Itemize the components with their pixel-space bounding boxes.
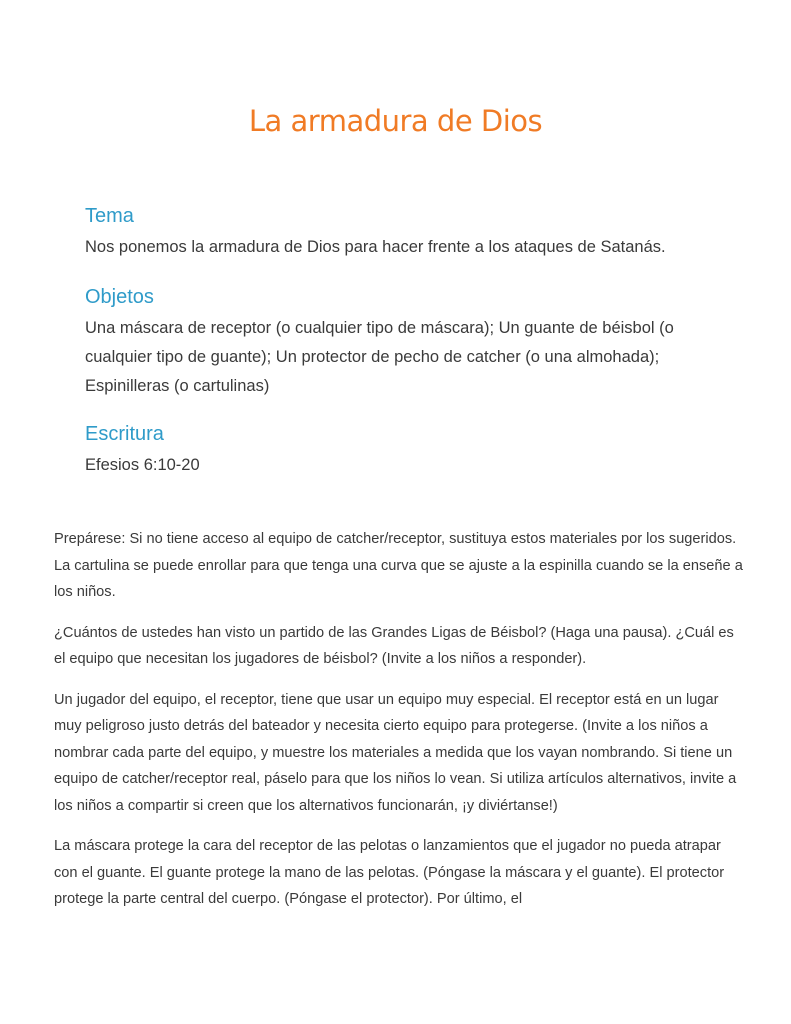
escritura-text: Efesios 6:10-20: [85, 456, 200, 474]
tema-heading: Tema: [85, 205, 134, 227]
section-objetos: [85, 284, 735, 401]
tema-text: Nos ponemos la armadura de Dios para hacer frente a los ataques de Satanás.: [85, 238, 666, 256]
objetos-text: Una máscara de receptor (o cualquier tipo de máscara); Un guante de béisbol (o cualquier tipo de guante); Un protector de pecho de catcher (o una almohada); Espinilleras (o cartulinas): [85, 319, 674, 395]
objetos-heading: Objetos: [85, 286, 154, 308]
section-escritura: [85, 421, 735, 480]
escritura-heading: Escritura: [85, 423, 164, 445]
body-text: [54, 526, 744, 927]
page-title: La armadura de Dios: [248, 104, 543, 138]
paragraph-mascara: La máscara protege la cara del receptor de las pelotas o lanzamientos que el jugador no pueda atrapar con el guante. El guante protege la mano de las pelotas. (Póngase la máscara y el guante). El protector protege la parte central del cuerpo. (Póngase el protector). Por último, el: [54, 838, 725, 907]
paragraph-receptor: Un jugador del equipo, el receptor, tiene que usar un equipo muy especial. El receptor está en un lugar muy peligroso justo detrás del bateador y necesita cierto equipo para protegerse. (Invite a los niños a nombrar cada parte del equipo, y muestre los materiales a medida que los vayan nombrando. Si tiene un equipo de catcher/receptor real, páselo para que los niños lo vean. Si utiliza artículos alternativos, invite a los niños a compartir si creen que los alternativos funcionarán, ¡y diviértanse!): [54, 691, 737, 814]
paragraph-prepare: Prepárese: Si no tiene acceso al equipo de catcher/receptor, sustituya estos materiales por los sugeridos. La cartulina se puede enrollar para que tenga una curva que se ajuste a la espinilla cuando se la enseñe a los niños.: [54, 531, 743, 600]
paragraph-questions: ¿Cuántos de ustedes han visto un partido de las Grandes Ligas de Béisbol? (Haga una pausa). ¿Cuál es el equipo que necesitan los jugadores de béisbol? (Invite a los niños a responder).: [54, 624, 734, 667]
section-tema: [85, 203, 735, 262]
